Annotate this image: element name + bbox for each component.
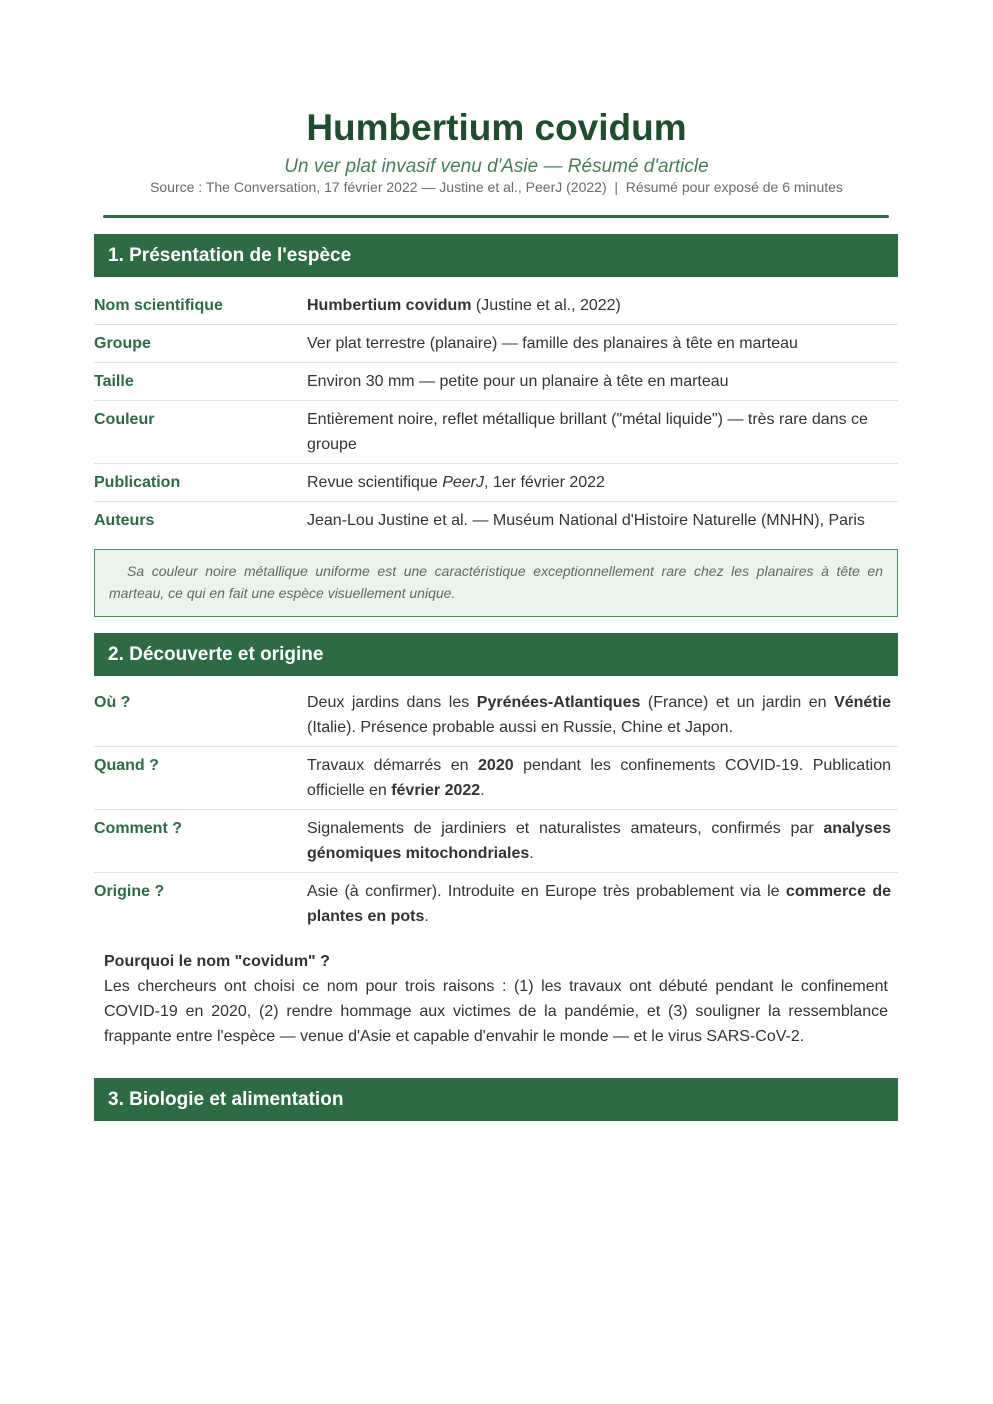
header-divider xyxy=(103,215,889,218)
section-discovery xyxy=(94,633,898,1049)
section-heading: 2. Découverte et origine xyxy=(94,633,898,676)
row-key: Quand ? xyxy=(94,757,159,774)
row-value: Environ 30 mm — petite pour un planaire à tête en marteau xyxy=(307,373,729,390)
highlight-note: Sa couleur noire métallique uniforme est une caractéristique exceptionnellement rare chez les planaires à tête en marteau, ce qui en fait une espèce visuellement unique. xyxy=(94,549,898,617)
row-value: Travaux démarrés en 2020 pendant les confinements COVID-19. Publication officielle en février 2022. xyxy=(307,757,891,799)
row-value: Deux jardins dans les Pyrénées-Atlantiques (France) et un jardin en Vénétie (Italie). Présence probable aussi en Russie, Chine et Japon. xyxy=(307,694,891,736)
row-key: Publication xyxy=(94,474,181,491)
row-value: Entièrement noire, reflet métallique brillant ("métal liquide") — très rare dans ce groupe xyxy=(307,411,868,453)
row-key: Taille xyxy=(94,373,134,390)
document-header xyxy=(0,104,993,196)
section-heading: 1. Présentation de l'espèce xyxy=(94,234,898,277)
table-row xyxy=(94,401,898,464)
row-key: Où ? xyxy=(94,694,131,711)
row-key: Nom scientifique xyxy=(94,297,223,314)
table-row xyxy=(94,464,898,502)
row-key: Comment ? xyxy=(94,820,182,837)
name-explanation xyxy=(104,949,888,1049)
table-row xyxy=(94,684,898,747)
row-key: Groupe xyxy=(94,335,151,352)
name-explanation-text: Les chercheurs ont choisi ce nom pour trois raisons : (1) les travaux ont débuté pendant le confinement COVID-19 en 2020, (2) rendre hommage aux victimes de la pandémie, et (3) souligner la ressemblance frappante entre l'espèce — venue d'Asie et capable d'envahir le monde — et le virus SARS-CoV-2. xyxy=(104,978,888,1045)
table-row xyxy=(94,363,898,401)
table-row xyxy=(94,502,898,540)
section-biology xyxy=(94,1078,898,1121)
row-value: Asie (à confirmer). Introduite en Europe très probablement via le commerce de plantes en pots. xyxy=(307,883,891,925)
row-key: Couleur xyxy=(94,411,155,428)
table-row xyxy=(94,873,898,936)
species-table xyxy=(94,287,898,539)
document-title: Humbertium covidum xyxy=(306,107,687,148)
row-value: Jean-Lou Justine et al. — Muséum National d'Histoire Naturelle (MNHN), Paris xyxy=(307,512,865,529)
table-row xyxy=(94,287,898,325)
name-explanation-title: Pourquoi le nom "covidum" ? xyxy=(104,953,330,970)
row-value: Humbertium covidum (Justine et al., 2022) xyxy=(307,297,621,314)
section-heading: 3. Biologie et alimentation xyxy=(94,1078,898,1121)
table-row xyxy=(94,747,898,810)
table-row xyxy=(94,810,898,873)
table-row xyxy=(94,325,898,363)
source-line: Source : The Conversation, 17 février 2022 — Justine et al., PeerJ (2022) | Résumé pour exposé de 6 minutes xyxy=(150,179,843,195)
row-key: Auteurs xyxy=(94,512,155,529)
discovery-table xyxy=(94,684,898,935)
document-subtitle: Un ver plat invasif venu d'Asie — Résumé d'article xyxy=(284,156,709,177)
row-value: Signalements de jardiniers et naturalistes amateurs, confirmés par analyses génomiques mitochondriales. xyxy=(307,820,891,862)
row-key: Origine ? xyxy=(94,883,165,900)
row-value: Revue scientifique PeerJ, 1er février 2022 xyxy=(307,474,605,491)
section-presentation xyxy=(94,234,898,617)
row-value: Ver plat terrestre (planaire) — famille des planaires à tête en marteau xyxy=(307,335,798,352)
